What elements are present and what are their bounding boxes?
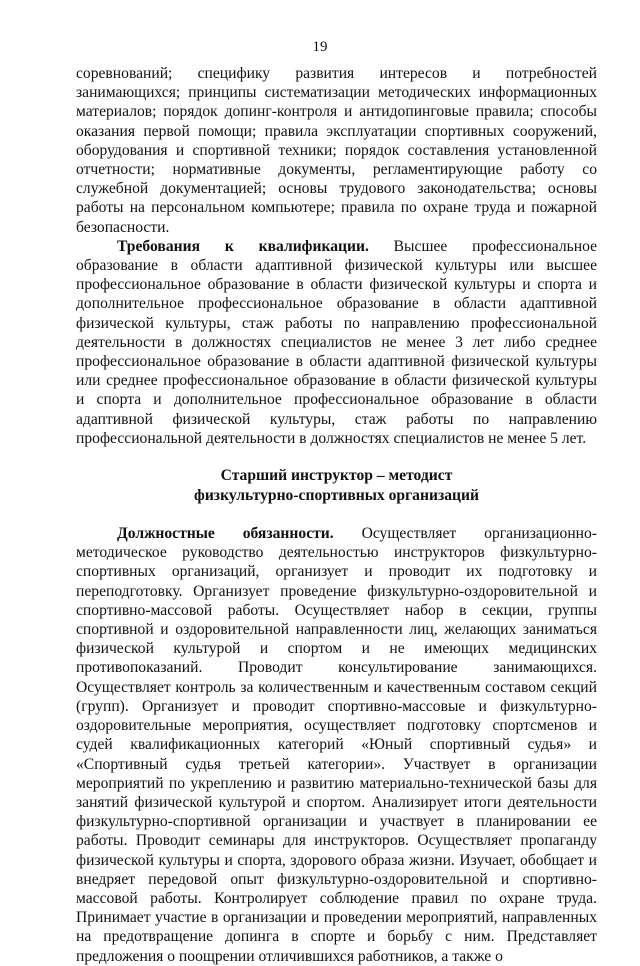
section-title [76, 466, 597, 506]
document-body [76, 64, 597, 966]
intro-paragraph: соревнований; специфику развития интересов и потребностей занимающихся; принципы систематизации методических информационных материалов; порядок допинг-контроля и антидопинговые правила; способы оказания первой помощи; правила эксплуатации спортивных сооружений, оборудования и спортивной техники; порядок составления установленной отчетности; нормативные документы, регламентирующие работу со служебной документацией; основы трудового законодательства; основы работы на персональном компьютере; правила по охране труда и пожарной безопасности. [76, 65, 597, 236]
qualification-label: Требования к квалификации. [117, 237, 369, 255]
qualification-paragraph [76, 237, 597, 448]
section-title-line-1: Старший инструктор – методист [220, 467, 453, 485]
duties-paragraph [76, 524, 597, 966]
page-number: 19 [312, 39, 328, 55]
section-title-line-2: физкультурно-спортивных организаций [194, 487, 479, 505]
duties-label: Должностные обязанности. [117, 525, 334, 543]
qualification-text: Высшее профессиональное образование в области адаптивной физической культуры или высшее профессиональное образование в области физической культуры и спорта и дополнительное профессиональное образование в области адаптивной физической культуры, стаж работы по направлению профессиональной деятельности в должностях специалистов не менее 3 лет либо среднее профессиональное образование в области адаптивной физической культуры или среднее профессиональное образование в области физической культуры и спорта и дополнительное профессиональное образование в области адаптивной физической культуры, стаж работы по направлению профессиональной деятельности в должностях специалистов не менее 5 лет. [76, 237, 597, 447]
duties-text: Осуществляет организационно-методическое руководство деятельностью инструкторов физкультурно-спортивных организаций, организует и проводит их подготовку и переподготовку. Организует проведение физкультурно-оздоровительной и спортивно-массовой работы. Осуществляет набор в секции, группы спортивной и оздоровительной направленности лиц, желающих заниматься физической культурой и спортом и не имеющих медицинских противопоказаний. Проводит консультирование занимающихся. Осуществляет контроль за количественным и качественным составом секций (групп). Организует и проводит спортивно-массовые и физкультурно-оздоровительные мероприятия, осуществляет подготовку спортсменов и судей квалификационных категорий «Юный спортивный судья» и «Спортивный судья третьей категории». Участвует в организации мероприятий по укреплению и развитию материально-технической базы для занятий физической культурой и спортом. Анализирует итоги деятельности физкультурно-спортивной организации и участвует в планировании ее работы. Проводит семинары для инструкторов. Осуществляет пропаганду физической культуры и спорта, здорового образа жизни. Изучает, обобщает и внедряет передовой опыт физкультурно-оздоровительной и спортивно-массовой работы. Контролирует соблюдение правил по охране труда. Принимает участие в организации и проведении мероприятий, направленных на предотвращение допинга в спорте и борьбу с ним. Представляет предложения о поощрении отличившихся работников, а также о [76, 525, 598, 965]
